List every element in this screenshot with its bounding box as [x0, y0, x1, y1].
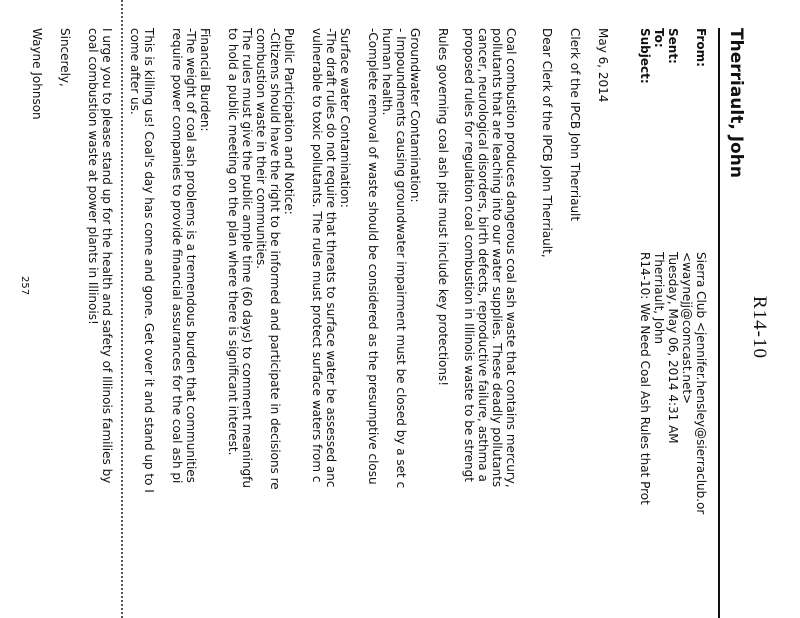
- subject-label: Subject:: [638, 28, 652, 84]
- section-line: combustion waste in their communities.: [254, 28, 268, 270]
- subject-value: R14-10: We Need Coal Ash Rules that Prot: [638, 252, 652, 505]
- section-line: human health.: [380, 28, 394, 116]
- scan-fold-line: [121, 0, 123, 618]
- section-heading: Groundwater Contamination:: [408, 28, 422, 203]
- from-value-email: <waynejj@comcast.net>: [680, 252, 694, 405]
- section-line: to hold a public meeting on the plan where there is significant interest.: [226, 28, 240, 456]
- from-label: From:: [694, 28, 708, 67]
- sent-value: Tuesday, May 06, 2014 4:31 AM: [666, 252, 680, 444]
- from-value: Sierra Club <jennifer.hensley@sierraclub.or: [694, 252, 708, 515]
- letter-salutation: Dear Clerk of the IPCB John Therriault,: [540, 28, 554, 258]
- section-heading: Surface water Contamination:: [338, 28, 352, 208]
- paragraph-line: come after us.: [128, 28, 142, 115]
- paragraph-line: I urge you to please stand up for the health and safety of Illinois families by: [100, 28, 114, 484]
- section-line: -Citizens should have the right to be informed and participate in decisions re: [268, 28, 282, 490]
- sent-label: Sent:: [666, 28, 680, 64]
- rules-intro: Rules governing coal ash pits must include key protections!: [436, 28, 450, 387]
- paragraph-line: proposed rules for regulation coal combustion in Illinois waste to be strengt: [462, 28, 476, 482]
- section-line: -Complete removal of waste should be considered as the presumptive closu: [366, 28, 380, 485]
- section-line: - Impoundments causing groundwater impairment must be closed by a set c: [394, 28, 408, 489]
- signature: Wayne Johnson: [30, 28, 44, 120]
- sender-name: Therriault, John: [726, 28, 746, 178]
- paragraph-line: coal combustion waste at power plants in Illinois!: [86, 28, 100, 325]
- document-id: R14-10: [749, 296, 770, 359]
- section-heading: Financial Burden:: [198, 28, 212, 132]
- paragraph-line: This is killing us! Coal's day has come and gone. Get over it and stand up to I: [142, 28, 156, 493]
- letter-date: May 6, 2014: [596, 28, 610, 103]
- to-value: Therriault, John: [652, 252, 666, 345]
- section-line: The rules must give the public ample time (60 days) to comment meaningfu: [240, 28, 254, 489]
- paragraph-line: cancer, neurological disorders, birth defects, reproductive failure, asthma a: [476, 28, 490, 482]
- paragraph-line: Coal combustion produces dangerous coal ash waste that contains mercury,: [504, 28, 518, 488]
- paragraph-line: pollutants that are leaching into our water supplies. These deadly pollutants: [490, 28, 504, 488]
- signoff: Sincerely,: [58, 28, 72, 87]
- page-number: 257: [19, 276, 30, 296]
- letter-recipient: Clerk of the IPCB John Therriault: [568, 28, 582, 222]
- header-rule: [718, 28, 720, 618]
- section-line: require power companies to provide financial assurances for the coal ash pi: [170, 28, 184, 484]
- section-heading: Public Participation and Notice:: [282, 28, 296, 215]
- section-line: vulnerable to toxic pollutants. The rules must protect surface waters from c: [310, 28, 324, 483]
- to-label: To:: [652, 28, 666, 48]
- section-line: -The draft rules do not require that threats to surface water be assessed anc: [324, 28, 338, 488]
- section-line: -The weight of coal ash problems is a tremendous burden that communities: [184, 28, 198, 483]
